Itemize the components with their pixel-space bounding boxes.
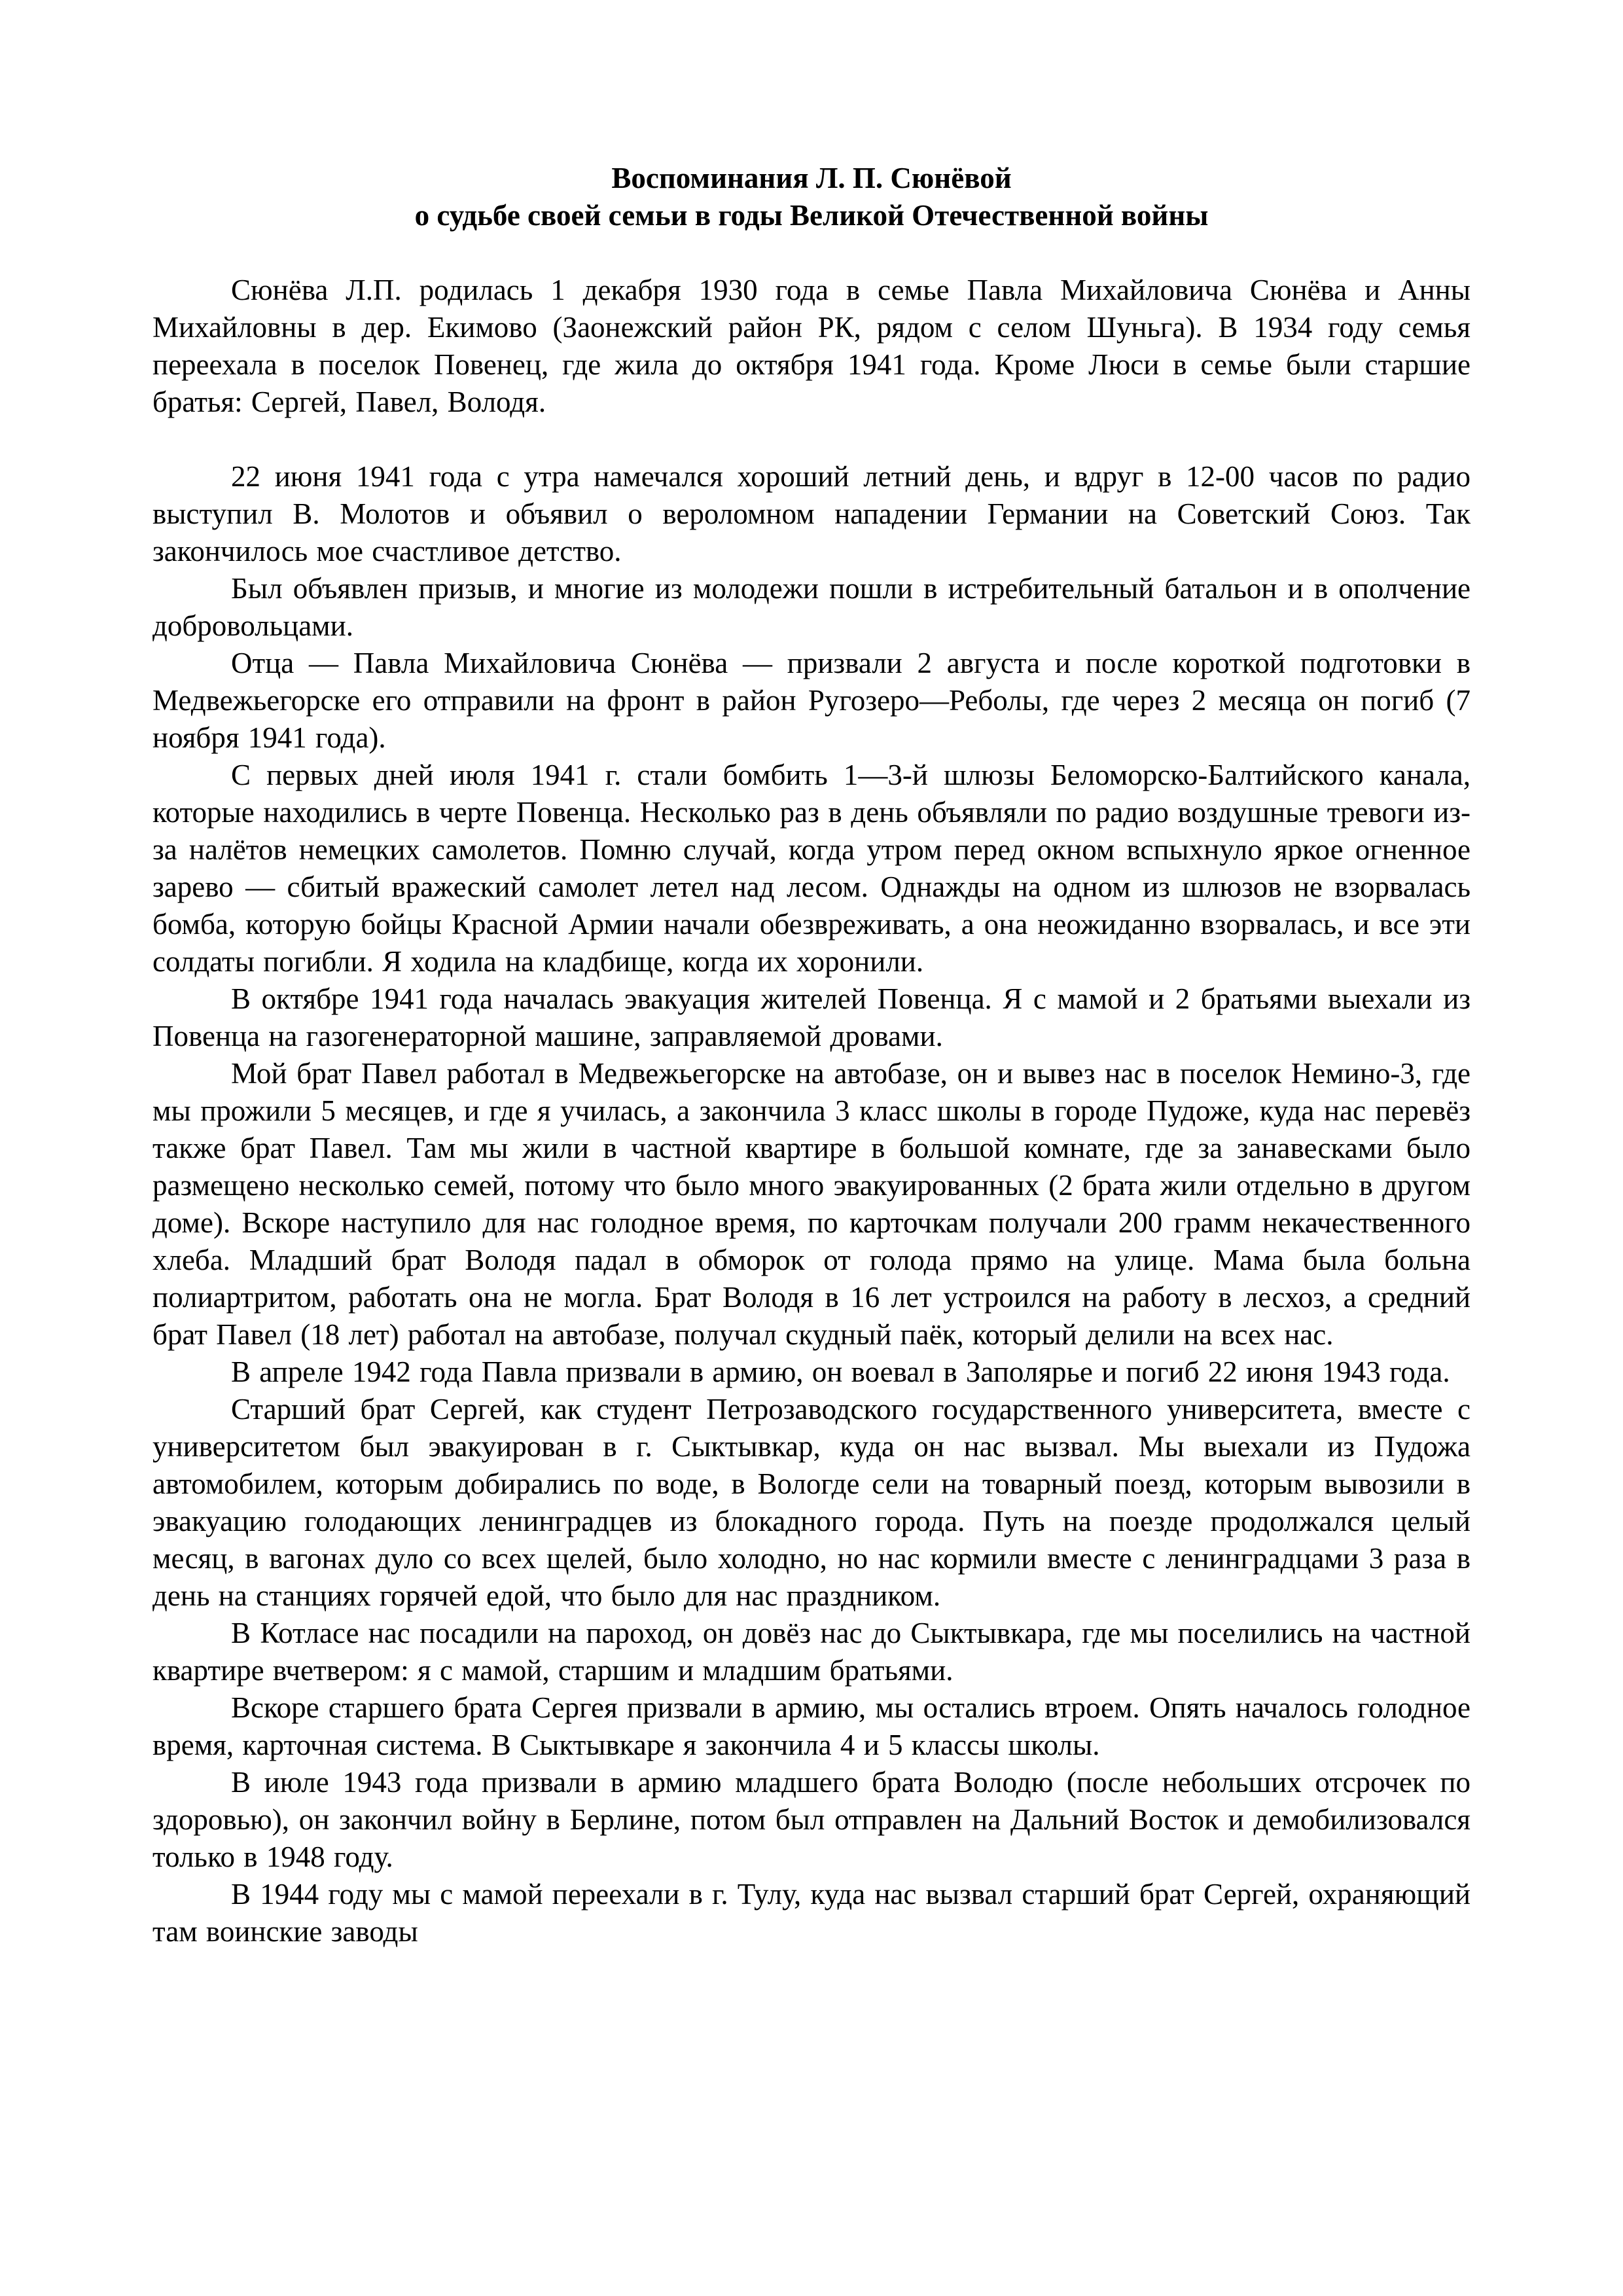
document-title xyxy=(152,160,1471,234)
paragraph-4: Отца — Павла Михайловича Сюнёва — призвали 2 августа и после короткой подготовки в Медвежьегорске его отправили на фронт в район Ругозеро—Реболы, где через 2 месяца он погиб (7 ноября 1941 года). xyxy=(152,647,1471,754)
paragraph-5: С первых дней июля 1941 г. стали бомбить 1—3-й шлюзы Беломорско-Балтийского канала, которые находились в черте Повенца. Несколько раз в день объявляли по радио воздушные тревоги из-за налётов немецких самолетов. Помню случай, когда утром перед окном вспыхнуло яркое огненное зарево — сбитый вражеский самолет летел над лесом. Однажды на одном из шлюзов не взорвалась бомба, которую бойцы Красной Армии начали обезвреживать, а она неожиданно взорвалась, и все эти солдаты погибли. Я ходила на кладбище, когда их хоронили. xyxy=(152,759,1471,978)
document-title-line-2: о судьбе своей семьи в годы Великой Отечественной войны xyxy=(414,199,1209,232)
document-content xyxy=(152,160,1471,1950)
paragraph-7: Мой брат Павел работал в Медвежьегорске на автобазе, он и вывез нас в поселок Немино-3, где мы прожили 5 месяцев, и где я училась, а закончила 3 класс школы в городе Пудоже, куда нас перевёз также брат Павел. Там мы жили в частной квартире в большой комнате, где за занавесками было размещено несколько семей, потому что было много эвакуированных (2 брата жили отдельно в другом доме). Вскоре наступило для нас голодное время, по карточкам получали 200 грамм некачественного хлеба. Младший брат Володя падал в обморок от голода прямо на улице. Мама была больна полиартритом, работать она не могла. Брат Володя в 16 лет устроился на работу в лесхоз, а средний брат Павел (18 лет) работал на автобазе, получал скудный паёк, который делили на всех нас. xyxy=(152,1057,1471,1351)
paragraph-13: В 1944 году мы с мамой переехали в г. Тулу, куда нас вызвал старший брат Сергей, охраняющий там воинские заводы xyxy=(152,1878,1471,1948)
document-title-line-1: Воспоминания Л. П. Сюнёвой xyxy=(611,162,1012,194)
paragraph-8: В апреле 1942 года Павла призвали в армию, он воевал в Заполярье и погиб 22 июня 1943 года. xyxy=(231,1355,1450,1388)
paragraph-2: 22 июня 1941 года с утра намечался хороший летний день, и вдруг в 12-00 часов по радио выступил В. Молотов и объявил о вероломном нападении Германии на Советский Союз. Так закончилось мое счастливое детство. xyxy=(152,460,1471,567)
paragraph-12: В июле 1943 года призвали в армию младшего брата Володю (после небольших отсрочек по здоровью), он закончил войну в Берлине, потом был отправлен на Дальний Восток и демобилизовался только в 1948 году. xyxy=(152,1766,1471,1873)
paragraph-6: В октябре 1941 года началась эвакуация жителей Повенца. Я с мамой и 2 братьями выехали из Повенца на газогенераторной машине, заправляемой дровами. xyxy=(152,982,1471,1052)
paragraph-10: В Котласе нас посадили на пароход, он довёз нас до Сыктывкара, где мы поселились на частной квартире вчетвером: я с мамой, старшим и младшим братьями. xyxy=(152,1617,1471,1687)
paragraph-1: Сюнёва Л.П. родилась 1 декабря 1930 года в семье Павла Михайловича Сюнёва и Анны Михайловны в дер. Екимово (Заонежский район РК, рядом с селом Шуньга). В 1934 году семья переехала в поселок Повенец, где жила до октября 1941 года. Кроме Люси в семье были старшие братья: Сергей, Павел, Володя. xyxy=(152,274,1471,418)
paragraph-3: Был объявлен призыв, и многие из молодежи пошли в истребительный батальон и в ополчение добровольцами. xyxy=(152,572,1471,642)
paragraph-11: Вскоре старшего брата Сергея призвали в армию, мы остались втроем. Опять началось голодное время, карточная система. В Сыктывкаре я закончила 4 и 5 классы школы. xyxy=(152,1691,1471,1761)
paragraph-9: Старший брат Сергей, как студент Петрозаводского государственного университета, вместе с университетом был эвакуирован в г. Сыктывкар, куда он нас вызвал. Мы выехали из Пудожа автомобилем, которым добирались по воде, в Вологде сели на товарный поезд, которым вывозили в эвакуацию голодающих ленинградцев из блокадного города. Путь на поезде продолжался целый месяц, в вагонах дуло со всех щелей, было холодно, но нас кормили вместе с ленинградцами 3 раза в день на станциях горячей едой, что было для нас праздником. xyxy=(152,1393,1471,1612)
